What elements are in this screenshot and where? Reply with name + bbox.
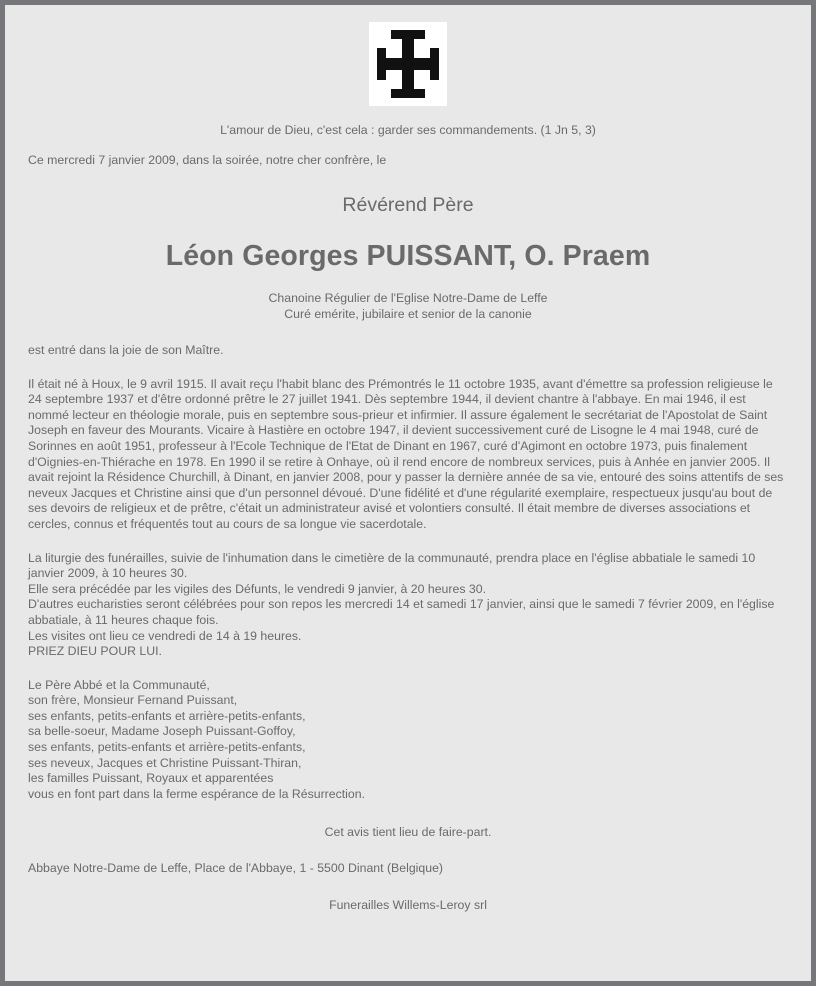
funeral-arrangements (28, 551, 788, 660)
family-line: son frère, Monsieur Fernand Puissant, (28, 693, 238, 708)
family-line: ses enfants, petits-enfants et arrière-petits-enfants, (28, 740, 306, 755)
deceased-roles (28, 291, 788, 322)
family-line: ses neveux, Jacques et Christine Puissant-Thiran, (28, 755, 302, 770)
emblem-container (28, 22, 788, 106)
family-announcement (28, 678, 788, 803)
family-line: Le Père Abbé et la Communauté, (28, 677, 210, 692)
deceased-role-line: Chanoine Régulier de l'Eglise Notre-Dame de Leffe (268, 291, 548, 306)
faire-part-notice: Cet avis tient lieu de faire-part. (324, 825, 492, 840)
family-line: les familles Puissant, Royaux et apparentées (28, 771, 274, 786)
biography-paragraph: Il était né à Houx, le 9 avril 1915. Il avait reçu l'habit blanc des Prémontrés le 11 octobre 1935, avant d'émettre sa profession religieuse le 24 septembre 1937 et d'être ordonné prêtre le 27 juillet 1941. Dès septembre 1944, il devient chantre à l'abbaye. En mai 1946, il est nommé lecteur en théologie morale, puis en septembre sous-prieur et infirmier. Il assure également le secrétariat de l'Apostolat de Saint Joseph en faveur des Mourants. Vicaire à Hastière en octobre 1947, il devient successivement curé de Lisogne le 4 mai 1948, curé de Sorinnes en août 1951, professeur à l'Ecole Technique de l'Etat de Dinant en 1967, curé d'Agimont en octobre 1973, puis finalement d'Oignies-en-Thiérache en 1978. En 1990 il se retire à Onhaye, où il rend encore de nombreux services, puis à Anhée en janvier 2005. Il avait rejoint la Résidence Churchill, à Dinant, en janvier 2008, pour y passer la dernière année de sa vie, entouré des soins attentifs de ses neveux Jacques et Christine ainsi que d'un personnel dévoué. D'une fidélité et d'une régularité exemplaire, respectueux jusqu'au bout de ses devoirs de religieux et de prêtre, c'était un administrateur avisé et volontiers consulté. Il était membre de diverses associations et cercles, connus et fréquentés tout au cours de sa longue vie sacerdotale. (28, 376, 784, 531)
family-line: ses enfants, petits-enfants et arrière-petits-enfants, (28, 708, 306, 723)
entered-into-joy-text: est entré dans la joie de son Maître. (28, 343, 224, 357)
scripture-quote: L'amour de Dieu, c'est cela : garder ses commandements. (1 Jn 5, 3) (220, 123, 596, 137)
deceased-role-line: Curé emérite, jubilaire et senior de la canonie (284, 306, 532, 321)
family-line: sa belle-soeur, Madame Joseph Puissant-Goffoy, (28, 724, 296, 739)
arrangement-line: Les visites ont lieu ce vendredi de 14 à 19 heures. (28, 628, 302, 643)
announcement-intro: Ce mercredi 7 janvier 2009, dans la soirée, notre cher confrère, le (28, 152, 387, 167)
cross-potent-icon (369, 22, 447, 106)
deceased-honorific: Révérend Père (342, 194, 474, 217)
arrangement-line: D'autres eucharisties seront célébrées pour son repos les mercredi 14 et samedi 17 janvier, ainsi que le samedi 7 février 2009, en l'église abbatiale, à 11 heures chaque fois. (28, 597, 775, 627)
family-line: vous en font part dans la ferme espérance de la Résurrection. (28, 786, 365, 801)
undertaker-name: Funerailles Willems-Leroy srl (329, 897, 487, 912)
arrangement-line: PRIEZ DIEU POUR LUI. (28, 644, 162, 659)
arrangement-line: Elle sera précédée par les vigiles des Défunts, le vendredi 9 janvier, à 20 heures 30. (28, 581, 486, 596)
abbey-address: Abbaye Notre-Dame de Leffe, Place de l'Abbaye, 1 - 5500 Dinant (Belgique) (28, 861, 444, 876)
deceased-name: Léon Georges PUISSANT, O. Praem (165, 240, 651, 273)
arrangement-line: La liturgie des funérailles, suivie de l'inhumation dans le cimetière de la communauté, prendra place en l'église abbatiale le samedi 10 janvier 2009, à 10 heures 30. (28, 550, 756, 581)
